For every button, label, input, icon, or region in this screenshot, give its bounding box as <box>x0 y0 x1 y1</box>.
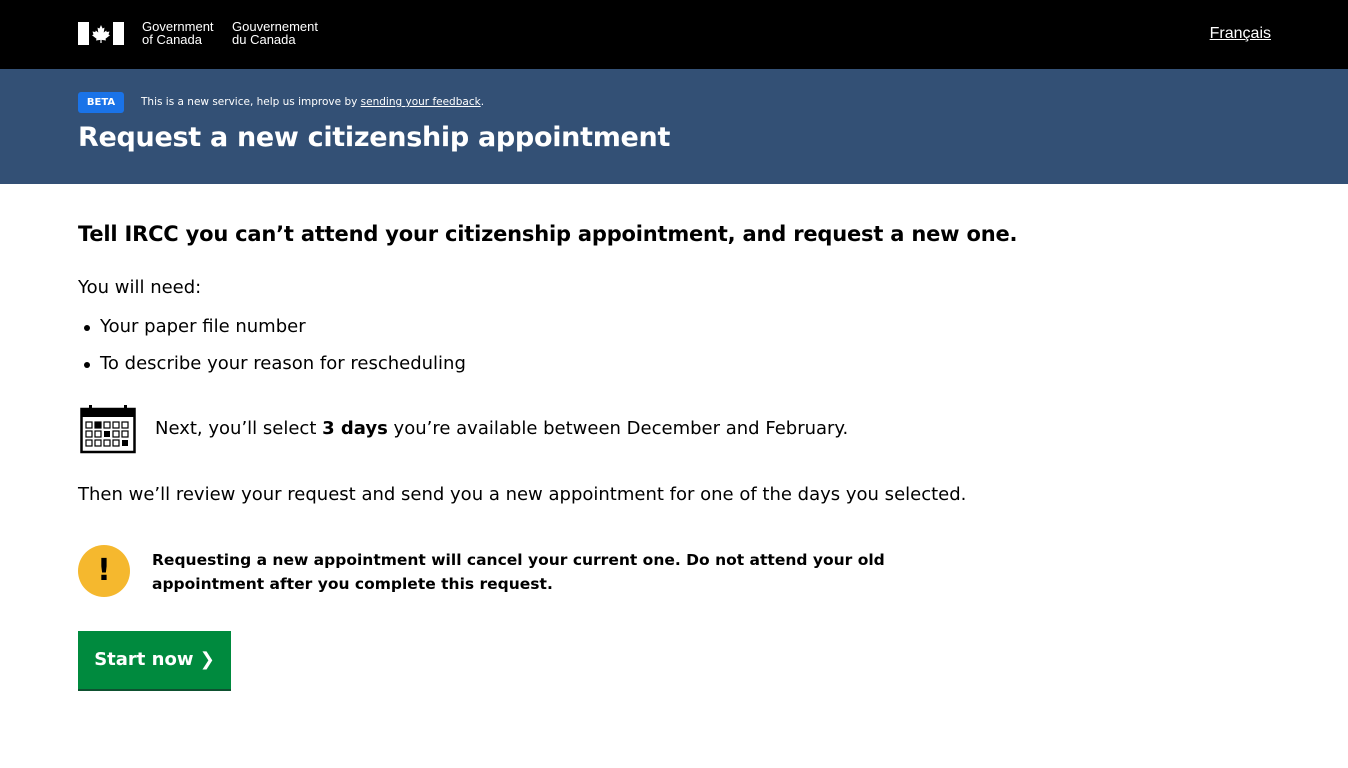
list-item: To describe your reason for rescheduling <box>84 351 466 388</box>
feedback-prefix: This is a new service, help us improve by <box>141 96 358 108</box>
gov-fr-line1: Gouvernement <box>232 19 318 34</box>
next-prefix: Next, you’ll select <box>155 418 323 439</box>
feedback-notice <box>141 95 484 109</box>
page-title: Request a new citizenship appointment <box>78 122 671 153</box>
calendar-icon <box>80 404 136 454</box>
feedback-link[interactable]: sending your feedback <box>360 96 481 108</box>
next-suffix: you’re available between December and February. <box>387 418 849 439</box>
gov-fr-line2: du Canada <box>232 32 296 47</box>
gov-wordmark-en <box>142 20 214 46</box>
gc-header <box>0 0 1348 69</box>
you-will-need-label: You will need: <box>78 277 202 298</box>
review-text: Then we’ll review your request and send you a new appointment for one of the days you selected. <box>78 484 967 505</box>
canada-flag-icon <box>78 22 124 45</box>
language-toggle-link[interactable]: Français <box>1209 25 1271 42</box>
warning-text: Requesting a new appointment will cancel your current one. Do not attend your old appointment after you complete this request. <box>152 551 885 593</box>
needs-list <box>84 314 466 388</box>
beta-badge: BETA <box>78 92 124 113</box>
feedback-suffix: . <box>480 96 485 108</box>
lead-heading: Tell IRCC you can’t attend your citizenship appointment, and request a new one. <box>78 222 1018 246</box>
gov-wordmark-fr <box>232 20 318 46</box>
exclamation-icon: ! <box>78 545 130 597</box>
list-item: Your paper file number <box>84 314 466 351</box>
gov-en-line2: of Canada <box>142 32 202 47</box>
gov-en-line1: Government <box>142 19 214 34</box>
next-days-bold: 3 days <box>322 418 388 439</box>
next-step-text <box>155 418 848 439</box>
start-now-button[interactable]: Start now ❯ <box>78 631 231 691</box>
